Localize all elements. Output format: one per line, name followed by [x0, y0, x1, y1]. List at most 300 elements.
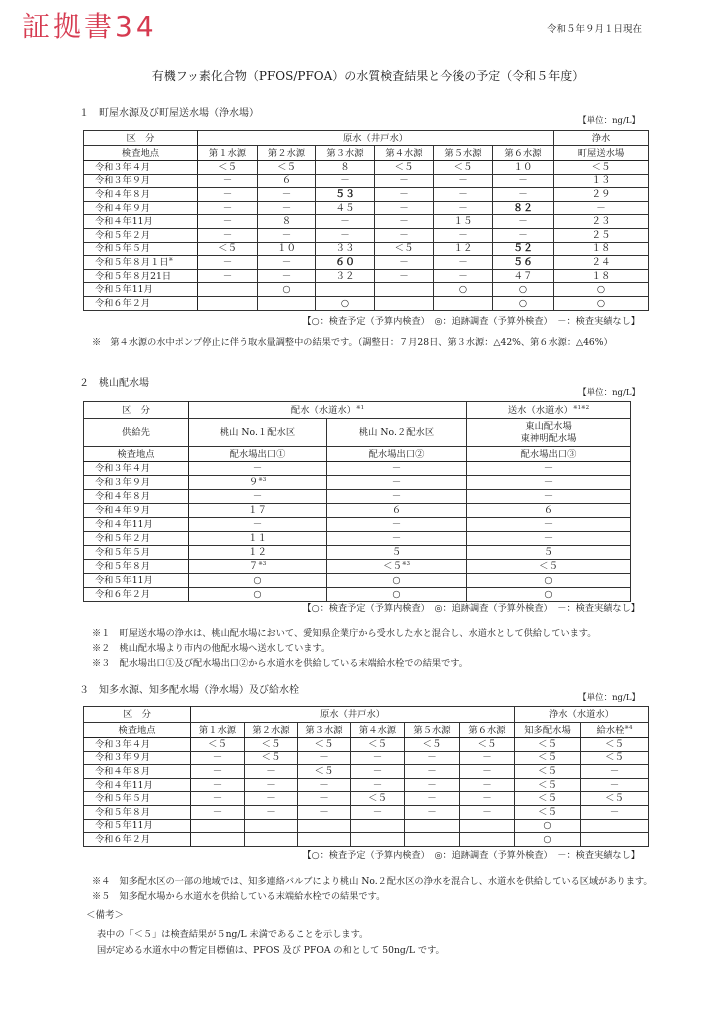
table-legend: 【○：検査予定（予算内検査） ◎：追跡調査（予算外検査） －：検査実績なし】: [302, 316, 640, 327]
table-cell: －: [434, 188, 493, 202]
table-cell: －: [245, 792, 298, 806]
row-date-label: 令和４年11月: [84, 215, 198, 229]
table-cell: －: [258, 188, 316, 202]
table-cell: ３３: [316, 242, 375, 256]
table-legend: 【○：検査予定（予算内検査） ◎：追跡調査（予算外検査） －：検査実績なし】: [302, 603, 640, 614]
table-cell: [191, 833, 245, 847]
table-cell: －: [327, 532, 467, 546]
table-cell: ＜５: [298, 765, 351, 779]
table-header-row: [84, 419, 631, 447]
table-row: [84, 574, 631, 588]
row-date-label: 令和５年11月: [84, 819, 191, 833]
table-cell: －: [316, 228, 375, 242]
table-cell: [581, 833, 649, 847]
table-cell: －: [554, 201, 649, 215]
table-cell: ４５: [316, 201, 375, 215]
table-cell: [245, 819, 298, 833]
cell-value: ＜５: [382, 561, 402, 572]
remarks-heading: ＜備考＞: [86, 910, 125, 921]
table-cell: １２: [189, 546, 327, 560]
table-header-row: [84, 131, 649, 146]
header-source-5: 第５水源: [434, 146, 493, 161]
header-inspection-point: 検査地点: [84, 146, 198, 161]
table-cell: [581, 819, 649, 833]
table-cell: －: [405, 765, 460, 779]
table-row: [84, 161, 649, 175]
cell-value: ６０: [335, 256, 355, 268]
table-cell: －: [375, 269, 434, 283]
table-cell: ○: [327, 574, 467, 588]
table-cell: ○: [515, 833, 581, 847]
cell-value: ９: [248, 477, 259, 488]
table-cell: [245, 833, 298, 847]
table-cell: [189, 476, 327, 490]
table-cell: ２５: [554, 228, 649, 242]
table-cell: －: [327, 476, 467, 490]
table-row: [84, 560, 631, 574]
table-cell: －: [434, 174, 493, 188]
header-send-destinations: [467, 419, 631, 447]
table-cell: －: [405, 778, 460, 792]
table-cell: －: [581, 805, 649, 819]
table-cell: －: [189, 462, 327, 476]
remarks-line: 表中の「＜５」は検査結果が５ng/L 未満であることを示します。: [97, 929, 369, 940]
table-row: [84, 751, 649, 765]
table-cell: ６: [467, 504, 631, 518]
table-cell: ＜５: [351, 792, 405, 806]
table-row: [84, 462, 631, 476]
row-date-label: 令和５年２月: [84, 228, 198, 242]
unit-label: 【単位：ng/L】: [578, 388, 640, 398]
table-row: [84, 546, 631, 560]
row-date-label: 令和３年４月: [84, 462, 189, 476]
table-cell: ○: [189, 588, 327, 602]
header-inspection-point: 検査地点: [84, 723, 191, 738]
table-cell: ＜５: [515, 751, 581, 765]
header-momoyama-no2: 桃山 No.２配水区: [327, 419, 467, 447]
table-cell: －: [351, 778, 405, 792]
table-cell: ○: [434, 283, 493, 297]
table-cell: －: [375, 188, 434, 202]
table-row: [84, 201, 649, 215]
cell-value: ７: [248, 561, 259, 572]
table-machiya: [83, 130, 649, 311]
table-cell: ５: [327, 546, 467, 560]
table-cell: [198, 296, 258, 310]
table-cell: －: [198, 269, 258, 283]
table-row: [84, 819, 649, 833]
table-row: [84, 269, 649, 283]
table-cell: [316, 188, 375, 202]
row-date-label: 令和４年８月: [84, 490, 189, 504]
table-cell: ○: [467, 574, 631, 588]
row-date-label: 令和３年９月: [84, 174, 198, 188]
row-date-label: 令和４年８月: [84, 188, 198, 202]
table-cell: －: [189, 518, 327, 532]
table-legend: 【○：検査予定（予算内検査） ◎：追跡調査（予算外検査） －：検査実績なし】: [302, 850, 640, 861]
table-cell: [351, 833, 405, 847]
row-date-label: 令和３年４月: [84, 161, 198, 175]
table-cell: －: [298, 751, 351, 765]
header-raw-water: 原水（井戸水）: [191, 707, 515, 723]
header-source-6: 第６水源: [460, 723, 515, 738]
row-date-label: 令和３年４月: [84, 738, 191, 752]
header-treated-water: 浄水（水道水）: [515, 707, 649, 723]
table-row: [84, 188, 649, 202]
section-heading: １ 町屋水源及び町屋送水場（浄水場）: [79, 108, 259, 119]
table-cell: [493, 201, 554, 215]
table-cell: －: [375, 256, 434, 270]
table-cell: ＜５: [581, 738, 649, 752]
header-inspection-point: 検査地点: [84, 447, 189, 462]
table-header-row: [84, 146, 649, 161]
table-cell: [198, 283, 258, 297]
footnote: ※１ 町屋送水場の浄水は、桃山配水場において、愛知県企業庁から受水した水と混合し、水道水として供給しています。: [92, 628, 597, 639]
table-cell: －: [460, 805, 515, 819]
table-cell: －: [581, 765, 649, 779]
table-row: [84, 532, 631, 546]
table-cell: ＜５: [351, 738, 405, 752]
footnote: ※３ 配水場出口①及び配水場出口②から水道水を供給している末端給水栓での結果です。: [92, 658, 468, 669]
table-cell: [189, 560, 327, 574]
table-body: [84, 161, 649, 311]
table-cell: －: [191, 751, 245, 765]
header-source-3: 第３水源: [298, 723, 351, 738]
table-cell: ２９: [554, 188, 649, 202]
header-kubun: 区 分: [84, 131, 198, 146]
table-cell: ＜５: [245, 751, 298, 765]
table-cell: ＜５: [515, 765, 581, 779]
table-row: [84, 174, 649, 188]
row-date-label: 令和３年９月: [84, 476, 189, 490]
header-distribution-label: 配水（水道水）: [290, 404, 356, 416]
table-cell: ＜５: [298, 738, 351, 752]
table-cell: －: [198, 174, 258, 188]
table-cell: [460, 833, 515, 847]
row-date-label: 令和５年５月: [84, 792, 191, 806]
table-cell: ○: [467, 588, 631, 602]
table-cell: －: [198, 188, 258, 202]
footnote: ※５ 知多配水場から水道水を供給している末端給水栓での結果です。: [92, 891, 386, 902]
header-kubun: 区 分: [84, 707, 191, 723]
header-source-1: 第１水源: [198, 146, 258, 161]
table-cell: －: [434, 201, 493, 215]
table-cell: －: [245, 765, 298, 779]
table-cell: －: [467, 518, 631, 532]
table-cell: －: [467, 476, 631, 490]
header-raw-water: 原水（井戸水）: [198, 131, 554, 146]
table-cell: －: [434, 269, 493, 283]
table-cell: －: [375, 228, 434, 242]
cell-value: 令和５年８月１日: [95, 256, 169, 268]
table-cell: １５: [434, 215, 493, 229]
table-cell: ＜５: [515, 792, 581, 806]
table-cell: ＜５: [434, 161, 493, 175]
table-cell: －: [493, 228, 554, 242]
table-cell: －: [467, 532, 631, 546]
header-source-4: 第４水源: [351, 723, 405, 738]
cell-value: ８２: [513, 202, 533, 214]
table-cell: [327, 560, 467, 574]
table-cell: ＜５: [554, 161, 649, 175]
footnote-mark: ※3: [258, 476, 267, 483]
table-cell: －: [434, 228, 493, 242]
header-momoyama-no1: 桃山 No.１配水区: [189, 419, 327, 447]
header-treated-water: 浄水: [554, 131, 649, 146]
table-cell: －: [316, 215, 375, 229]
row-date-label: 令和４年８月: [84, 765, 191, 779]
table-header-row: [84, 707, 649, 723]
table-cell: －: [493, 188, 554, 202]
table-cell: －: [405, 805, 460, 819]
table-row: [84, 792, 649, 806]
table-cell: －: [375, 215, 434, 229]
table-row: [84, 490, 631, 504]
header-source-3: 第３水源: [316, 146, 375, 161]
row-date-label: 令和５年８月21日: [84, 269, 198, 283]
table-cell: [191, 819, 245, 833]
footnote-mark: ※1※2: [572, 404, 590, 411]
footnote-mark: ※3: [401, 560, 411, 567]
table-cell: －: [198, 228, 258, 242]
table-cell: [316, 283, 375, 297]
table-cell: ＜５: [245, 738, 298, 752]
table-cell: －: [351, 805, 405, 819]
row-date-label: 令和５年11月: [84, 283, 198, 297]
row-date-label: 令和５年５月: [84, 546, 189, 560]
table-cell: [258, 296, 316, 310]
table-cell: ○: [189, 574, 327, 588]
table-cell: －: [327, 518, 467, 532]
row-date-label: 令和４年９月: [84, 504, 189, 518]
table-cell: [316, 256, 375, 270]
table-row: [84, 504, 631, 518]
table-row: [84, 242, 649, 256]
header-source-4: 第４水源: [375, 146, 434, 161]
table-row: [84, 256, 649, 270]
table-cell: ○: [515, 819, 581, 833]
table-cell: ２４: [554, 256, 649, 270]
footnote-mark: ※1: [356, 404, 365, 411]
table-cell: －: [405, 792, 460, 806]
table-chita: [83, 706, 649, 847]
table-cell: ＜５: [375, 242, 434, 256]
table-cell: －: [460, 792, 515, 806]
row-date-label: 令和４年11月: [84, 518, 189, 532]
table-cell: ＜５: [258, 161, 316, 175]
table-body: [84, 462, 631, 602]
header-kubun: 区 分: [84, 402, 189, 419]
table-cell: －: [298, 805, 351, 819]
header-transmission: [467, 402, 631, 419]
table-cell: －: [460, 751, 515, 765]
table-cell: １８: [554, 269, 649, 283]
table-cell: －: [434, 256, 493, 270]
unit-label: 【単位：ng/L】: [578, 116, 640, 126]
header-supply-to: 供給先: [84, 419, 189, 447]
header-distribution: [189, 402, 467, 419]
table-cell: ＜５: [198, 242, 258, 256]
table-cell: １３: [554, 174, 649, 188]
table-cell: １７: [189, 504, 327, 518]
table-cell: －: [198, 215, 258, 229]
table-cell: [493, 242, 554, 256]
table-cell: －: [298, 792, 351, 806]
footnote-mark: ※: [168, 256, 174, 263]
cell-value: ５６: [513, 256, 533, 268]
table-row: [84, 765, 649, 779]
table-header-row: [84, 402, 631, 419]
table-cell: ＜５: [515, 805, 581, 819]
row-date-label: [84, 256, 198, 270]
table-cell: －: [258, 269, 316, 283]
table-cell: －: [245, 805, 298, 819]
table-cell: １２: [434, 242, 493, 256]
table-row: [84, 296, 649, 310]
table-cell: ＜５: [581, 792, 649, 806]
row-date-label: 令和３年９月: [84, 751, 191, 765]
table-row: [84, 228, 649, 242]
table-cell: －: [493, 174, 554, 188]
table-cell: －: [258, 228, 316, 242]
table-cell: －: [467, 490, 631, 504]
table-cell: ６: [327, 504, 467, 518]
table-body: [84, 738, 649, 847]
table-cell: ２３: [554, 215, 649, 229]
header-source-1: 第１水源: [191, 723, 245, 738]
header-higashiyama: 東山配水場: [525, 420, 572, 432]
table-cell: [405, 819, 460, 833]
section-heading: ２ 桃山配水場: [79, 378, 149, 389]
table-row: [84, 518, 631, 532]
row-date-label: 令和５年２月: [84, 532, 189, 546]
table-cell: １１: [189, 532, 327, 546]
table-cell: ＜５: [191, 738, 245, 752]
row-date-label: 令和６年２月: [84, 588, 189, 602]
table-cell: ○: [258, 283, 316, 297]
table-cell: －: [258, 256, 316, 270]
table-cell: －: [245, 778, 298, 792]
footnote: ※４ 知多配水区の一部の地域では、知多連絡バルブにより桃山 No.２配水区の浄水を混合し、水道水を供給している区域があります。: [92, 876, 653, 887]
table-cell: ６: [258, 174, 316, 188]
table-cell: －: [460, 765, 515, 779]
document-title: 有機フッ素化合物（PFOS/PFOA）の水質検査結果と今後の予定（令和５年度）: [151, 69, 585, 83]
row-date-label: 令和６年２月: [84, 833, 191, 847]
header-tap-label: 給水栓: [596, 724, 625, 736]
table-cell: ８: [258, 215, 316, 229]
table-row: [84, 588, 631, 602]
table-cell: －: [327, 490, 467, 504]
footnote-mark: ※3: [258, 560, 267, 567]
table-cell: －: [467, 462, 631, 476]
table-cell: －: [493, 215, 554, 229]
table-cell: １０: [493, 161, 554, 175]
table-row: [84, 833, 649, 847]
table-cell: ○: [327, 588, 467, 602]
header-transmission-label: 送水（水道水）: [507, 404, 573, 416]
table-cell: －: [298, 778, 351, 792]
table-cell: ○: [554, 296, 649, 310]
table-cell: [405, 833, 460, 847]
table-cell: －: [191, 805, 245, 819]
header-tap: [581, 723, 649, 738]
footnote: ※ 第４水源の水中ポンプ停止に伴う取水量調整中の結果です。（調整日：７月28日、第３水源：△42%、第６水源：△46%）: [92, 337, 613, 348]
table-cell: １０: [258, 242, 316, 256]
table-cell: [298, 833, 351, 847]
cell-value: ５２: [513, 243, 533, 255]
table-cell: ＜５: [581, 751, 649, 765]
table-cell: －: [189, 490, 327, 504]
header-outlet-3: 配水場出口③: [467, 447, 631, 462]
cell-value: ５３: [335, 188, 355, 200]
row-date-label: 令和４年９月: [84, 201, 198, 215]
header-machiya-station: 町屋送水場: [554, 146, 649, 161]
table-momoyama: [83, 401, 631, 602]
footnote: ※２ 桃山配水場より市内の他配水場へ送水しています。: [92, 643, 331, 654]
table-cell: ＜５: [515, 738, 581, 752]
table-row: [84, 805, 649, 819]
table-cell: －: [316, 174, 375, 188]
table-row: [84, 283, 649, 297]
header-chita-station: 知多配水場: [515, 723, 581, 738]
table-cell: －: [198, 201, 258, 215]
footnote-mark: ※4: [624, 724, 633, 731]
table-cell: －: [460, 778, 515, 792]
header-source-2: 第２水源: [245, 723, 298, 738]
table-cell: ＜５: [467, 560, 631, 574]
table-cell: [434, 296, 493, 310]
table-cell: ８: [316, 161, 375, 175]
as-of-date: 令和５年９月１日現在: [546, 24, 642, 35]
table-cell: －: [198, 256, 258, 270]
table-cell: ○: [316, 296, 375, 310]
table-cell: ４７: [493, 269, 554, 283]
table-header-row: [84, 723, 649, 738]
table-cell: [375, 283, 434, 297]
table-cell: ○: [493, 283, 554, 297]
header-source-2: 第２水源: [258, 146, 316, 161]
table-row: [84, 476, 631, 490]
row-date-label: 令和５年11月: [84, 574, 189, 588]
table-row: [84, 778, 649, 792]
unit-label: 【単位：ng/L】: [578, 693, 640, 703]
table-cell: －: [375, 174, 434, 188]
table-cell: －: [327, 462, 467, 476]
table-cell: ＜５: [460, 738, 515, 752]
section-heading: ３ 知多水源、知多配水場（浄水場）及び給水栓: [79, 685, 299, 696]
table-cell: －: [191, 778, 245, 792]
table-cell: －: [191, 792, 245, 806]
row-date-label: 令和６年２月: [84, 296, 198, 310]
table-cell: ○: [554, 283, 649, 297]
remarks-line: 国が定める水道水中の暫定目標値は、PFOS 及び PFOA の和として 50ng/L です。: [97, 945, 445, 956]
table-row: [84, 738, 649, 752]
table-cell: －: [405, 751, 460, 765]
table-cell: －: [351, 751, 405, 765]
table-cell: －: [258, 201, 316, 215]
table-cell: ＜５: [515, 778, 581, 792]
row-date-label: 令和４年11月: [84, 778, 191, 792]
header-outlet-1: 配水場出口①: [189, 447, 327, 462]
table-cell: －: [581, 778, 649, 792]
table-cell: －: [375, 201, 434, 215]
table-row: [84, 215, 649, 229]
table-cell: ＜５: [198, 161, 258, 175]
table-cell: －: [191, 765, 245, 779]
table-cell: [460, 819, 515, 833]
table-cell: ＜５: [375, 161, 434, 175]
table-cell: １８: [554, 242, 649, 256]
